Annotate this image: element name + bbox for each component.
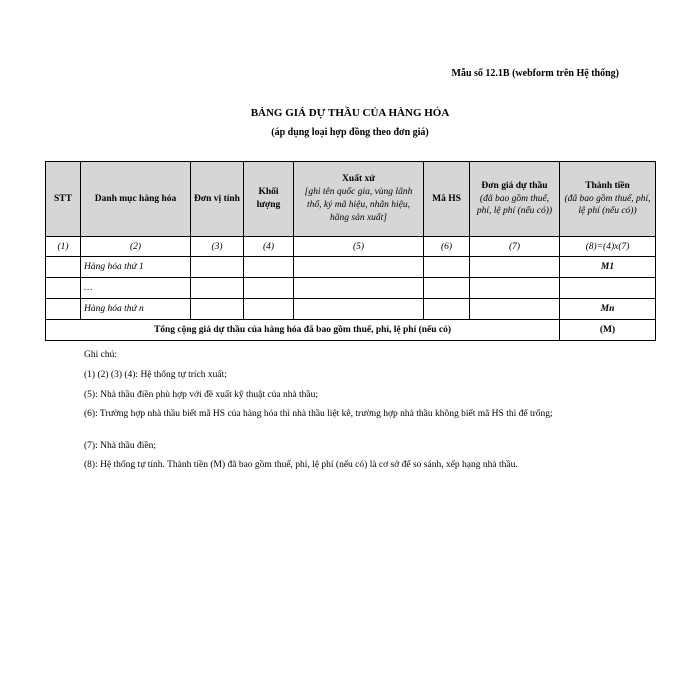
table-cell: [470, 257, 560, 278]
table-cell: [294, 278, 424, 299]
header-amount: Thành tiền (đã bao gồm thuế, phí, lệ phí (nếu có)): [560, 162, 656, 237]
header-origin: Xuất xứ [ghi tên quốc gia, vùng lãnh thổ, ký mã hiệu, nhãn hiệu, hãng sản xuất]: [294, 162, 424, 237]
table-cell: [294, 257, 424, 278]
table-cell: [244, 299, 294, 320]
table-cell: [244, 278, 294, 299]
header-origin-note: [ghi tên quốc gia, vùng lãnh thổ, ký mã hiệu, nhãn hiệu, hãng sản xuất]: [304, 187, 413, 223]
column-number-row: [46, 237, 656, 257]
header-stt: STT: [46, 162, 81, 237]
column-number: (1): [46, 237, 81, 257]
table-cell: [191, 299, 244, 320]
table-cell: [424, 299, 470, 320]
goods-name-cell: …: [81, 278, 191, 299]
table-row: [46, 278, 656, 299]
note-item: (1) (2) (3) (4): Hệ thống tự trích xuất;: [84, 370, 227, 380]
column-number: (2): [81, 237, 191, 257]
note-item: (8): Hệ thống tự tính. Thành tiền (M) đã bao gồm thuế, phí, lệ phí (nếu có) là cơ sở để so sánh, xếp hạng nhà thầu.: [84, 460, 518, 470]
bid-price-table: [45, 161, 656, 341]
table-header-row: [46, 162, 656, 237]
notes-heading: Ghi chú:: [84, 350, 117, 360]
form-number: Mẫu số 12.1B (webform trên Hệ thống): [451, 68, 619, 79]
note-item: (7): Nhà thầu điền;: [84, 441, 157, 451]
document-title: BẢNG GIÁ DỰ THẦU CỦA HÀNG HÓA: [250, 107, 450, 119]
column-number: (3): [191, 237, 244, 257]
header-unit: Đơn vị tính: [191, 162, 244, 237]
column-number: (4): [244, 237, 294, 257]
table-cell: [470, 278, 560, 299]
column-number: (5): [294, 237, 424, 257]
goods-name-cell: Hàng hóa thứ 1: [81, 257, 191, 278]
amount-cell: [560, 278, 656, 299]
column-number: (6): [424, 237, 470, 257]
total-label: Tổng cộng giá dự thầu của hàng hóa đã bao gồm thuế, phí, lệ phí (nếu có): [46, 320, 560, 341]
header-unit-price-note: (đã bao gồm thuế, phí, lệ phí (nếu có)): [476, 193, 553, 217]
table-row: [46, 299, 656, 320]
amount-cell: Mn: [560, 299, 656, 320]
total-value: (M): [560, 320, 656, 341]
table-row: [46, 257, 656, 278]
total-row: [46, 320, 656, 341]
document-subtitle: (áp dụng loại hợp đồng theo đơn giá): [271, 127, 429, 138]
note-item: (6): Trường hợp nhà thầu biết mã HS của hàng hóa thì nhà thầu liệt kê, trường hợp nhà thầu không biết mã HS thì để trống;: [84, 409, 553, 419]
amount-cell: M1: [560, 257, 656, 278]
table-cell: [191, 257, 244, 278]
table-cell: [294, 299, 424, 320]
column-number: (8)=(4)x(7): [560, 237, 656, 257]
table-cell: [424, 257, 470, 278]
table-cell: [470, 299, 560, 320]
header-amount-note: (đã bao gồm thuế, phí, lệ phí (nếu có)): [564, 193, 651, 217]
note-item: (5): Nhà thầu điền phù hợp với đề xuất kỹ thuật của nhà thầu;: [84, 390, 319, 400]
table-cell: [46, 299, 81, 320]
table-cell: [424, 278, 470, 299]
header-goods-list: Danh mục hàng hóa: [81, 162, 191, 237]
header-quantity: Khối lượng: [244, 162, 294, 237]
table-cell: [46, 278, 81, 299]
goods-name-cell: Hàng hóa thứ n: [81, 299, 191, 320]
column-number: (7): [470, 237, 560, 257]
table-cell: [244, 257, 294, 278]
header-hs-code: Mã HS: [424, 162, 470, 237]
header-unit-price: Đơn giá dự thầu (đã bao gồm thuế, phí, lệ phí (nếu có)): [470, 162, 560, 237]
table-cell: [46, 257, 81, 278]
table-cell: [191, 278, 244, 299]
